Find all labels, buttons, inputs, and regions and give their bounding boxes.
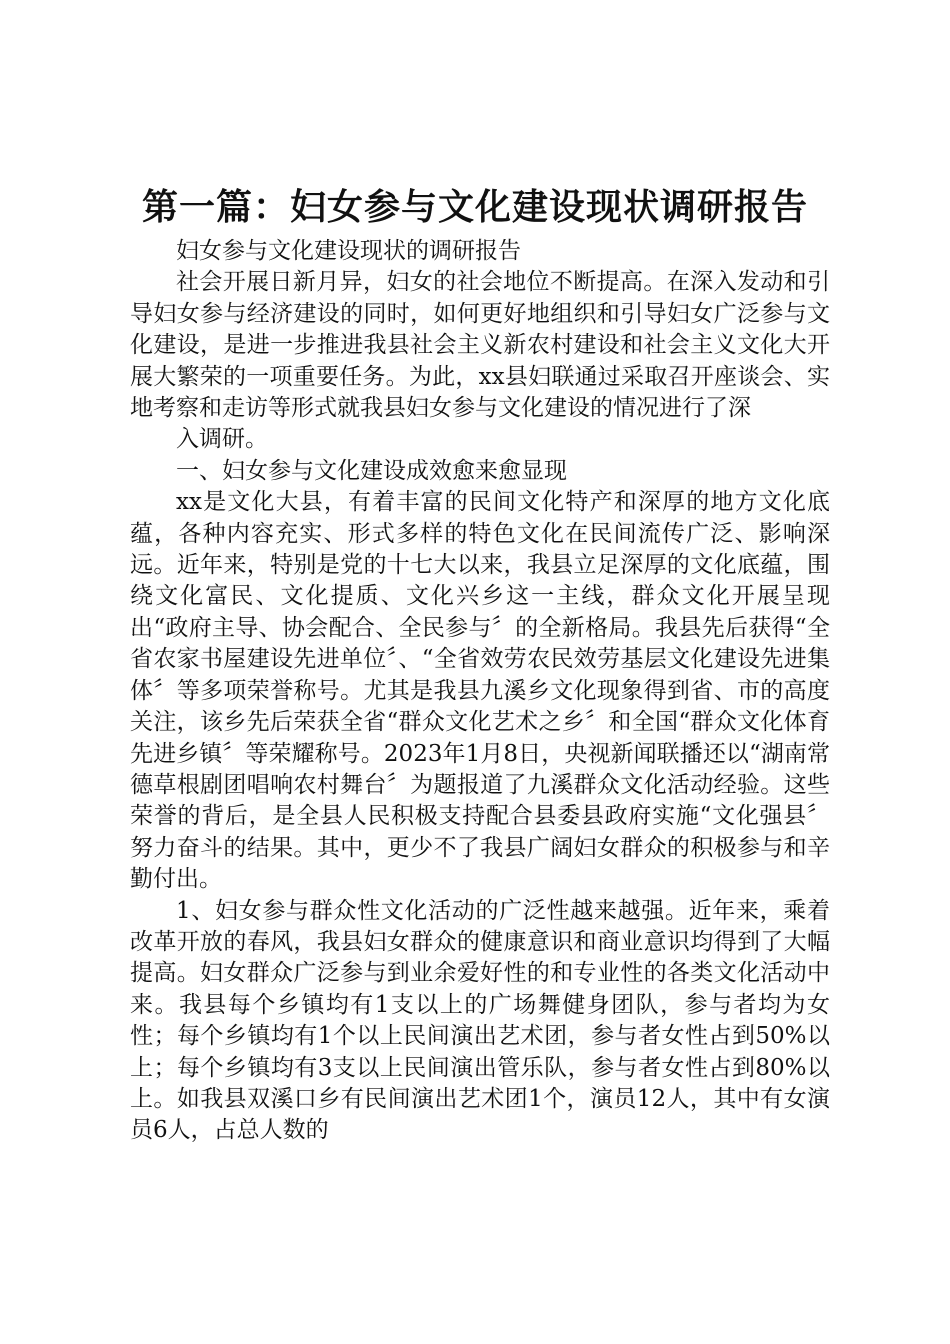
subsection-paragraph: 1、妇女参与群众性文化活动的广泛性越来越强。近年来，乘着改革开放的春风，我县妇女群众的健康意识和商业意识均得到了大幅提高。妇女群众广泛参与到业余爱好性的和专业性的各类文化活动中来。我县每个乡镇均有1支以上的广场舞健身团队，参与者均为女性；每个乡镇均有1个以上民间演出艺术团，参与者女性占到50%以上；每个乡镇均有3支以上民间演出管乐队，参与者女性占到80%以上。如我县双溪口乡有民间演出艺术团1个，演员12人，其中有女演员6人，占总人数的 [130,897,830,1144]
document-title: 第一篇：妇女参与文化建设现状调研报告 [141,187,808,228]
document-body [130,236,830,1147]
subtitle-paragraph: 妇女参与文化建设现状的调研报告 [176,238,521,264]
intro-paragraph: 社会开展日新月异，妇女的社会地位不断提高。在深入发动和引导妇女参与经济建设的同时，如何更好地组织和引导妇女广泛参与文化建设，是进一步推进我县社会主义新农村建设和社会主义文化大开展大繁荣的一项重要任务。为此，xx县妇联通过采取召开座谈会、实地考察和走访等形式就我县妇女参与文化建设的情况进行了深 [130,269,830,422]
section-heading: 一、妇女参与文化建设成效愈来愈显现 [176,457,567,484]
intro-continuation-paragraph: 入调研。 [176,426,268,453]
section-paragraph: xx是文化大县，有着丰富的民间文化特产和深厚的地方文化底蕴，各种内容充实、形式多样的特色文化在民间流传广泛、影响深远。近年来，特别是党的十七大以来，我县立足深厚的文化底蕴，围绕文化富民、文化提质、文化兴乡这一主线，群众文化开展呈现出“政府主导、协会配合、全民参与〞的全新格局。我县先后获得“全省农家书屋建设先进单位〞、“全省效劳农民效劳基层文化建设先进集体〞等多项荣誉称号。尤其是我县九溪乡文化现象得到省、市的高度关注，该乡先后荣获全省“群众文化艺术之乡〞和全国“群众文化体育先进乡镇〞等荣耀称号。2023年1月8日，央视新闻联播还以“湖南常德草根剧团唱响农村舞台〞为题报道了九溪群众文化活动经验。这些荣誉的背后，是全县人民积极支持配合县委县政府实施“文化强县〞努力奋斗的结果。其中，更少不了我县广阔妇女群众的积极参与和辛勤付出。 [130,489,830,893]
